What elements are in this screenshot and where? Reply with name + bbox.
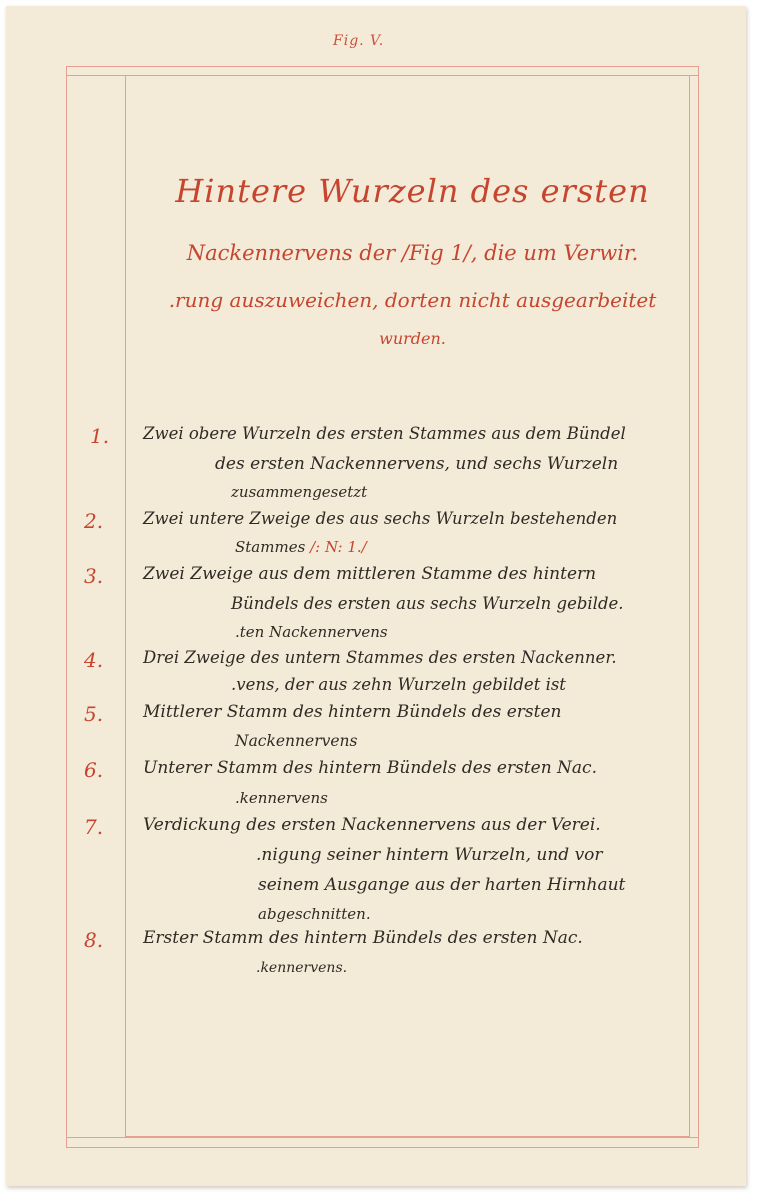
entry-number: 5.	[84, 702, 104, 726]
entry-text-line: Zwei untere Zweige des aus sechs Wurzeln bestehenden	[143, 509, 618, 528]
entry-text-line: Nackennervens	[235, 732, 358, 750]
entry-text-line: Zwei obere Wurzeln des ersten Stammes aus dem Bündel	[143, 424, 626, 443]
entry-text-line: .kennervens	[235, 789, 328, 807]
entry-number: 8.	[84, 928, 104, 952]
subtitle-line: wurden.	[379, 329, 446, 348]
entry-number: 1.	[90, 424, 110, 448]
subtitle-line: Nackennervens der /Fig 1/, die um Verwir.	[186, 241, 639, 265]
entry-text-line: Erster Stamm des hintern Bündels des ersten Nac.	[143, 928, 583, 948]
entry-text-line: Zwei Zweige aus dem mittleren Stamme des hintern	[143, 564, 597, 584]
entry-text-line: Verdickung des ersten Nackennervens aus der Verei.	[143, 815, 601, 835]
entry-number: 6.	[84, 758, 104, 782]
entry-text-line: Mittlerer Stamm des hintern Bündels des ersten	[143, 702, 562, 722]
entry-number: 3.	[84, 564, 104, 588]
figure-label: Fig. V.	[333, 33, 385, 49]
entry-text-line: .nigung seiner hintern Wurzeln, und vor	[256, 845, 603, 865]
entry-text: Stammes	[235, 538, 306, 556]
entry-text-line: .kennervens.	[256, 960, 348, 976]
subtitle-line: .rung auszuweichen, dorten nicht ausgearbeitet	[168, 288, 657, 312]
entry-text-line: zusammengesetzt	[231, 483, 368, 501]
entry-text-line: Bündels des ersten aus sechs Wurzeln gebilde.	[231, 594, 624, 613]
page-title: Hintere Wurzeln des ersten	[175, 172, 650, 210]
entry-text-line: des ersten Nackennervens, und sechs Wurzeln	[215, 454, 619, 474]
bottom-border-rule	[66, 1137, 699, 1138]
entry-number: 2.	[84, 509, 104, 533]
entry-text-line	[235, 538, 367, 556]
reference-note: /: N: 1./	[310, 538, 367, 556]
entry-text-line: .vens, der aus zehn Wurzeln gebildet ist	[231, 675, 566, 694]
top-border-rule	[66, 75, 699, 76]
entry-text-line: .ten Nackennervens	[235, 623, 388, 641]
entry-text-line: Unterer Stamm des hintern Bündels des ersten Nac.	[143, 758, 597, 778]
entry-number: 7.	[84, 815, 104, 839]
entry-number: 4.	[84, 648, 104, 672]
entry-text-line: Drei Zweige des untern Stammes des ersten Nackenner.	[143, 648, 617, 667]
entry-text-line: abgeschnitten.	[258, 905, 371, 923]
entry-text-line: seinem Ausgange aus der harten Hirnhaut	[258, 875, 626, 895]
